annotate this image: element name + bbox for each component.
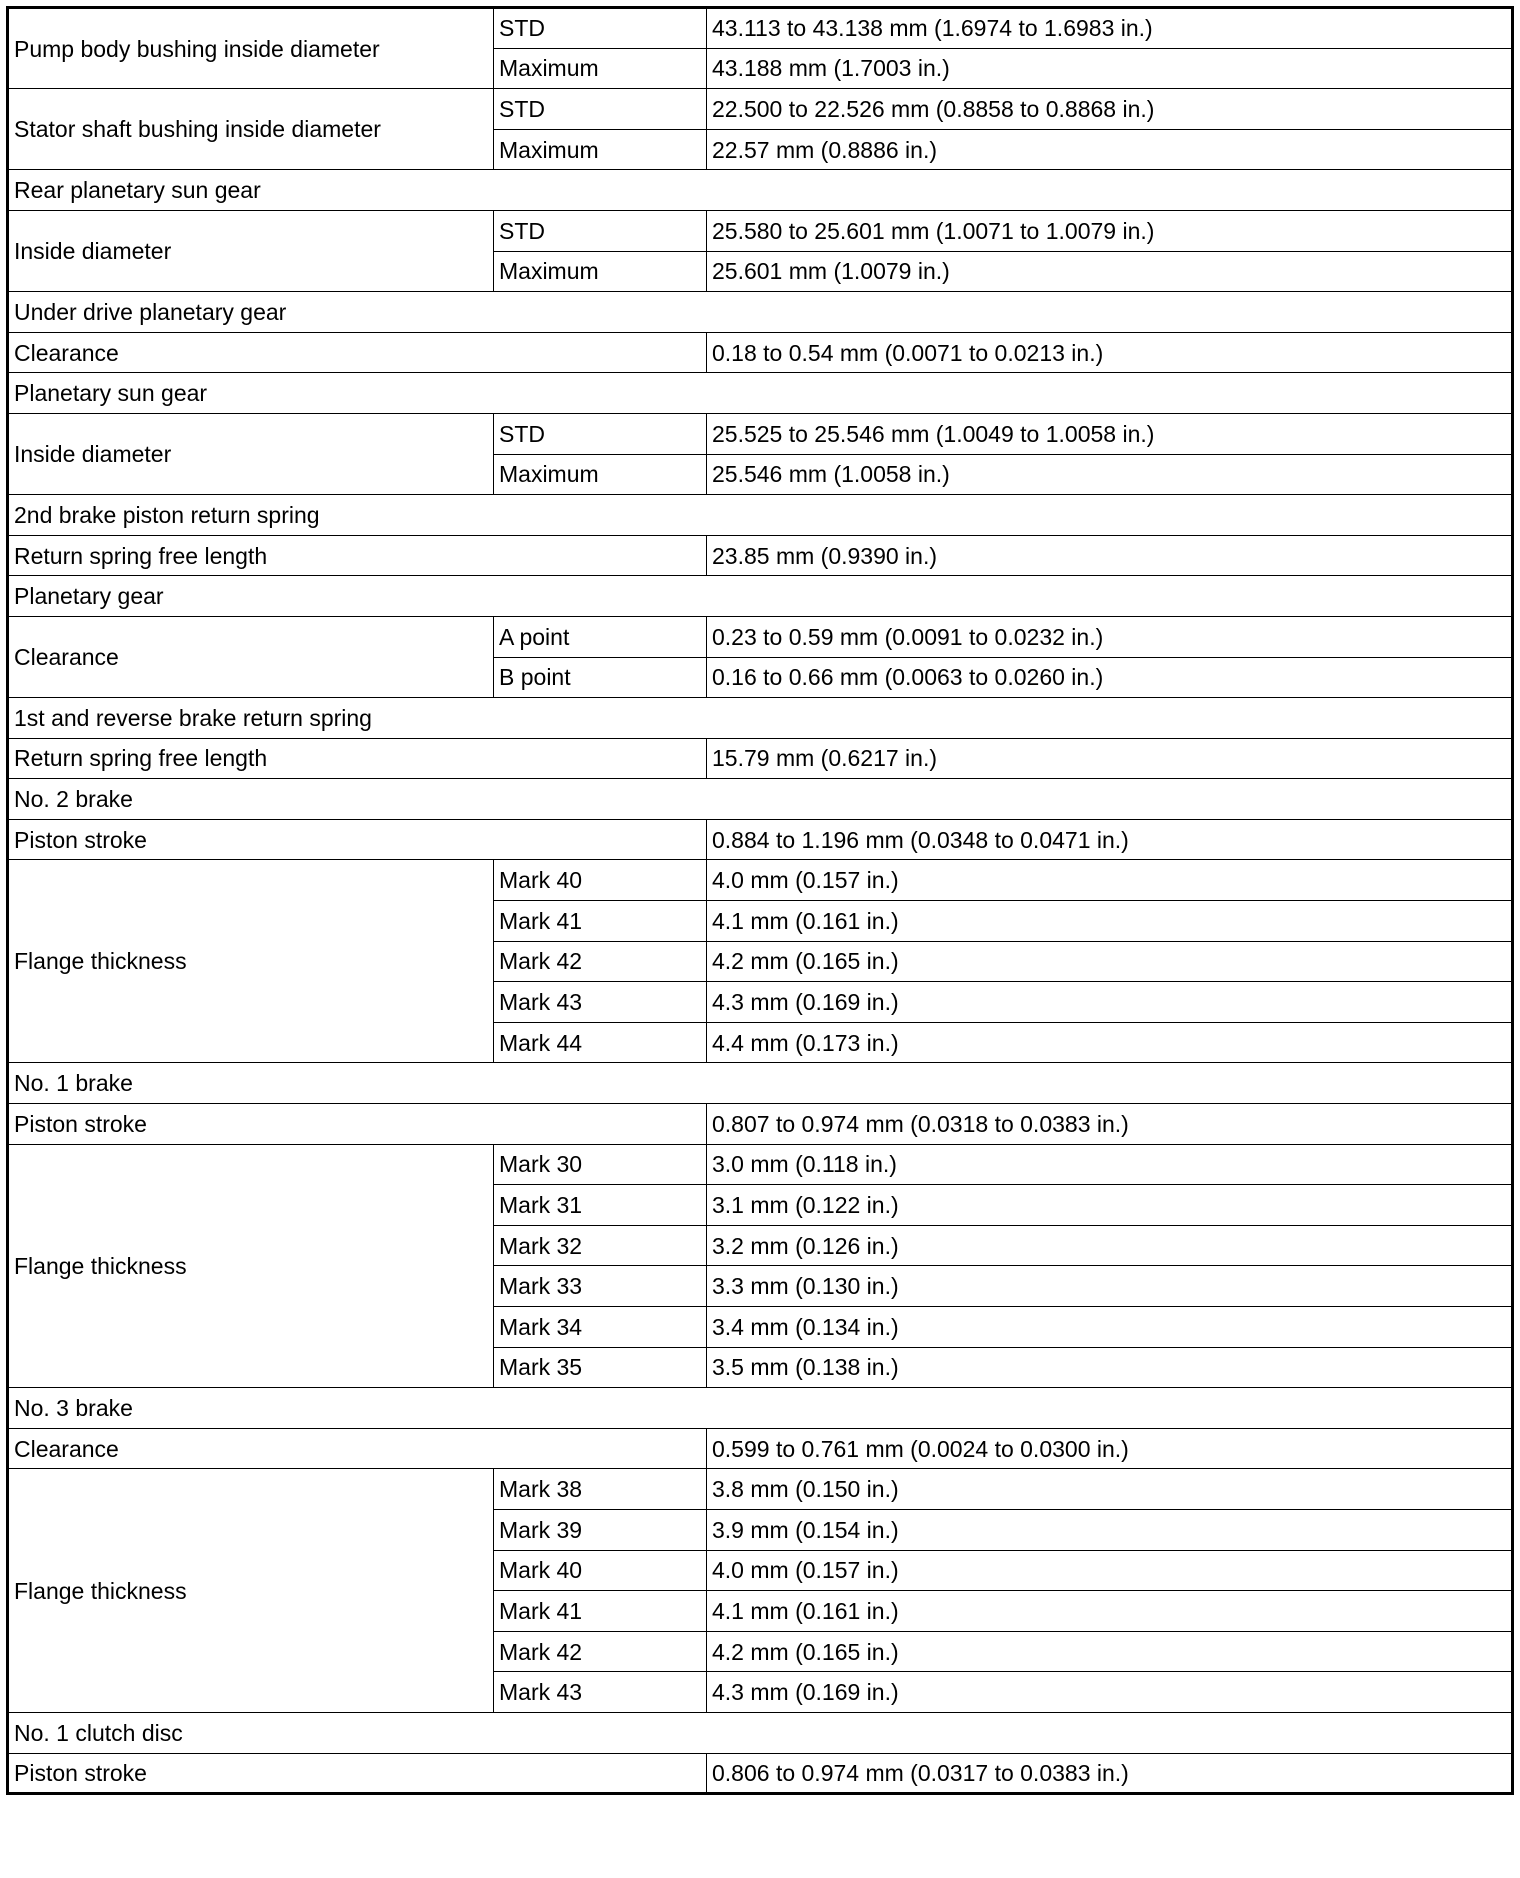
spec-label: Piston stroke: [8, 1104, 707, 1145]
spec-row: [8, 819, 1513, 860]
spec-row: [8, 738, 1513, 779]
section-title: No. 3 brake: [8, 1388, 1513, 1429]
spec-value: 0.599 to 0.761 mm (0.0024 to 0.0300 in.): [707, 1428, 1513, 1469]
spec-table: [6, 6, 1514, 1795]
spec-condition: Maximum: [494, 129, 707, 170]
spec-label: Piston stroke: [8, 819, 707, 860]
spec-row: [8, 860, 1513, 901]
spec-table-body: [8, 8, 1513, 1794]
spec-value: 23.85 mm (0.9390 in.): [707, 535, 1513, 576]
spec-condition: Mark 40: [494, 1550, 707, 1591]
spec-value: 0.807 to 0.974 mm (0.0318 to 0.0383 in.): [707, 1104, 1513, 1145]
spec-label: Return spring free length: [8, 738, 707, 779]
spec-row: [8, 1144, 1513, 1185]
spec-label: Return spring free length: [8, 535, 707, 576]
spec-label: Inside diameter: [8, 413, 494, 494]
spec-value: 0.16 to 0.66 mm (0.0063 to 0.0260 in.): [707, 657, 1513, 698]
spec-condition: Mark 33: [494, 1266, 707, 1307]
spec-condition: Maximum: [494, 251, 707, 292]
spec-value: 25.601 mm (1.0079 in.): [707, 251, 1513, 292]
spec-condition: STD: [494, 8, 707, 49]
spec-value: 43.188 mm (1.7003 in.): [707, 48, 1513, 89]
spec-condition: Mark 41: [494, 1591, 707, 1632]
section-header-row: [8, 170, 1513, 211]
spec-row: [8, 210, 1513, 251]
section-title: No. 1 brake: [8, 1063, 1513, 1104]
section-title: Under drive planetary gear: [8, 292, 1513, 333]
spec-condition: Maximum: [494, 454, 707, 495]
section-title: No. 2 brake: [8, 779, 1513, 820]
spec-condition: Mark 43: [494, 1672, 707, 1713]
spec-value: 3.4 mm (0.134 in.): [707, 1307, 1513, 1348]
spec-row: [8, 1469, 1513, 1510]
spec-row: [8, 535, 1513, 576]
spec-condition: Mark 42: [494, 941, 707, 982]
spec-row: [8, 332, 1513, 373]
spec-label: Piston stroke: [8, 1753, 707, 1794]
spec-condition: Mark 32: [494, 1225, 707, 1266]
spec-label: Stator shaft bushing inside diameter: [8, 89, 494, 170]
section-header-row: [8, 576, 1513, 617]
spec-value: 0.23 to 0.59 mm (0.0091 to 0.0232 in.): [707, 616, 1513, 657]
spec-value: 0.18 to 0.54 mm (0.0071 to 0.0213 in.): [707, 332, 1513, 373]
spec-value: 25.525 to 25.546 mm (1.0049 to 1.0058 in.): [707, 413, 1513, 454]
spec-condition: Mark 34: [494, 1307, 707, 1348]
spec-condition: B point: [494, 657, 707, 698]
spec-label: Clearance: [8, 1428, 707, 1469]
spec-value: 43.113 to 43.138 mm (1.6974 to 1.6983 in.): [707, 8, 1513, 49]
spec-value: 3.5 mm (0.138 in.): [707, 1347, 1513, 1388]
spec-value: 3.8 mm (0.150 in.): [707, 1469, 1513, 1510]
spec-value: 22.500 to 22.526 mm (0.8858 to 0.8868 in.): [707, 89, 1513, 130]
spec-value: 4.1 mm (0.161 in.): [707, 901, 1513, 942]
spec-row: [8, 1753, 1513, 1794]
spec-label: Clearance: [8, 616, 494, 697]
spec-value: 25.546 mm (1.0058 in.): [707, 454, 1513, 495]
spec-value: 4.2 mm (0.165 in.): [707, 941, 1513, 982]
spec-label: Inside diameter: [8, 210, 494, 291]
spec-value: 25.580 to 25.601 mm (1.0071 to 1.0079 in.): [707, 210, 1513, 251]
spec-condition: Mark 38: [494, 1469, 707, 1510]
spec-condition: Mark 41: [494, 901, 707, 942]
spec-value: 22.57 mm (0.8886 in.): [707, 129, 1513, 170]
spec-condition: Mark 42: [494, 1631, 707, 1672]
spec-condition: STD: [494, 413, 707, 454]
spec-row: [8, 1104, 1513, 1145]
section-header-row: [8, 1063, 1513, 1104]
spec-row: [8, 1428, 1513, 1469]
section-title: Planetary sun gear: [8, 373, 1513, 414]
section-header-row: [8, 292, 1513, 333]
spec-condition: Mark 44: [494, 1022, 707, 1063]
spec-condition: Mark 30: [494, 1144, 707, 1185]
spec-condition: Mark 39: [494, 1509, 707, 1550]
section-title: No. 1 clutch disc: [8, 1712, 1513, 1753]
section-header-row: [8, 1388, 1513, 1429]
spec-row: [8, 413, 1513, 454]
section-header-row: [8, 698, 1513, 739]
spec-condition: Mark 31: [494, 1185, 707, 1226]
spec-condition: Mark 43: [494, 982, 707, 1023]
spec-label: Clearance: [8, 332, 707, 373]
spec-label: Flange thickness: [8, 1144, 494, 1388]
spec-value: 4.3 mm (0.169 in.): [707, 1672, 1513, 1713]
spec-value: 3.1 mm (0.122 in.): [707, 1185, 1513, 1226]
spec-value: 0.884 to 1.196 mm (0.0348 to 0.0471 in.): [707, 819, 1513, 860]
spec-value: 3.9 mm (0.154 in.): [707, 1509, 1513, 1550]
spec-row: [8, 616, 1513, 657]
section-title: 1st and reverse brake return spring: [8, 698, 1513, 739]
spec-value: 15.79 mm (0.6217 in.): [707, 738, 1513, 779]
spec-label: Flange thickness: [8, 860, 494, 1063]
spec-value: 4.0 mm (0.157 in.): [707, 860, 1513, 901]
spec-value: 4.2 mm (0.165 in.): [707, 1631, 1513, 1672]
section-header-row: [8, 779, 1513, 820]
spec-value: 4.0 mm (0.157 in.): [707, 1550, 1513, 1591]
spec-value: 0.806 to 0.974 mm (0.0317 to 0.0383 in.): [707, 1753, 1513, 1794]
spec-value: 4.3 mm (0.169 in.): [707, 982, 1513, 1023]
section-title: 2nd brake piston return spring: [8, 495, 1513, 536]
spec-condition: Mark 35: [494, 1347, 707, 1388]
spec-condition: STD: [494, 210, 707, 251]
spec-value: 4.4 mm (0.173 in.): [707, 1022, 1513, 1063]
spec-condition: A point: [494, 616, 707, 657]
spec-value: 4.1 mm (0.161 in.): [707, 1591, 1513, 1632]
spec-row: [8, 89, 1513, 130]
section-header-row: [8, 1712, 1513, 1753]
spec-label: Flange thickness: [8, 1469, 494, 1713]
section-header-row: [8, 373, 1513, 414]
section-title: Planetary gear: [8, 576, 1513, 617]
section-title: Rear planetary sun gear: [8, 170, 1513, 211]
spec-label: Pump body bushing inside diameter: [8, 8, 494, 89]
spec-condition: Maximum: [494, 48, 707, 89]
spec-row: [8, 8, 1513, 49]
spec-value: 3.3 mm (0.130 in.): [707, 1266, 1513, 1307]
spec-value: 3.0 mm (0.118 in.): [707, 1144, 1513, 1185]
section-header-row: [8, 495, 1513, 536]
spec-condition: Mark 40: [494, 860, 707, 901]
spec-condition: STD: [494, 89, 707, 130]
spec-value: 3.2 mm (0.126 in.): [707, 1225, 1513, 1266]
